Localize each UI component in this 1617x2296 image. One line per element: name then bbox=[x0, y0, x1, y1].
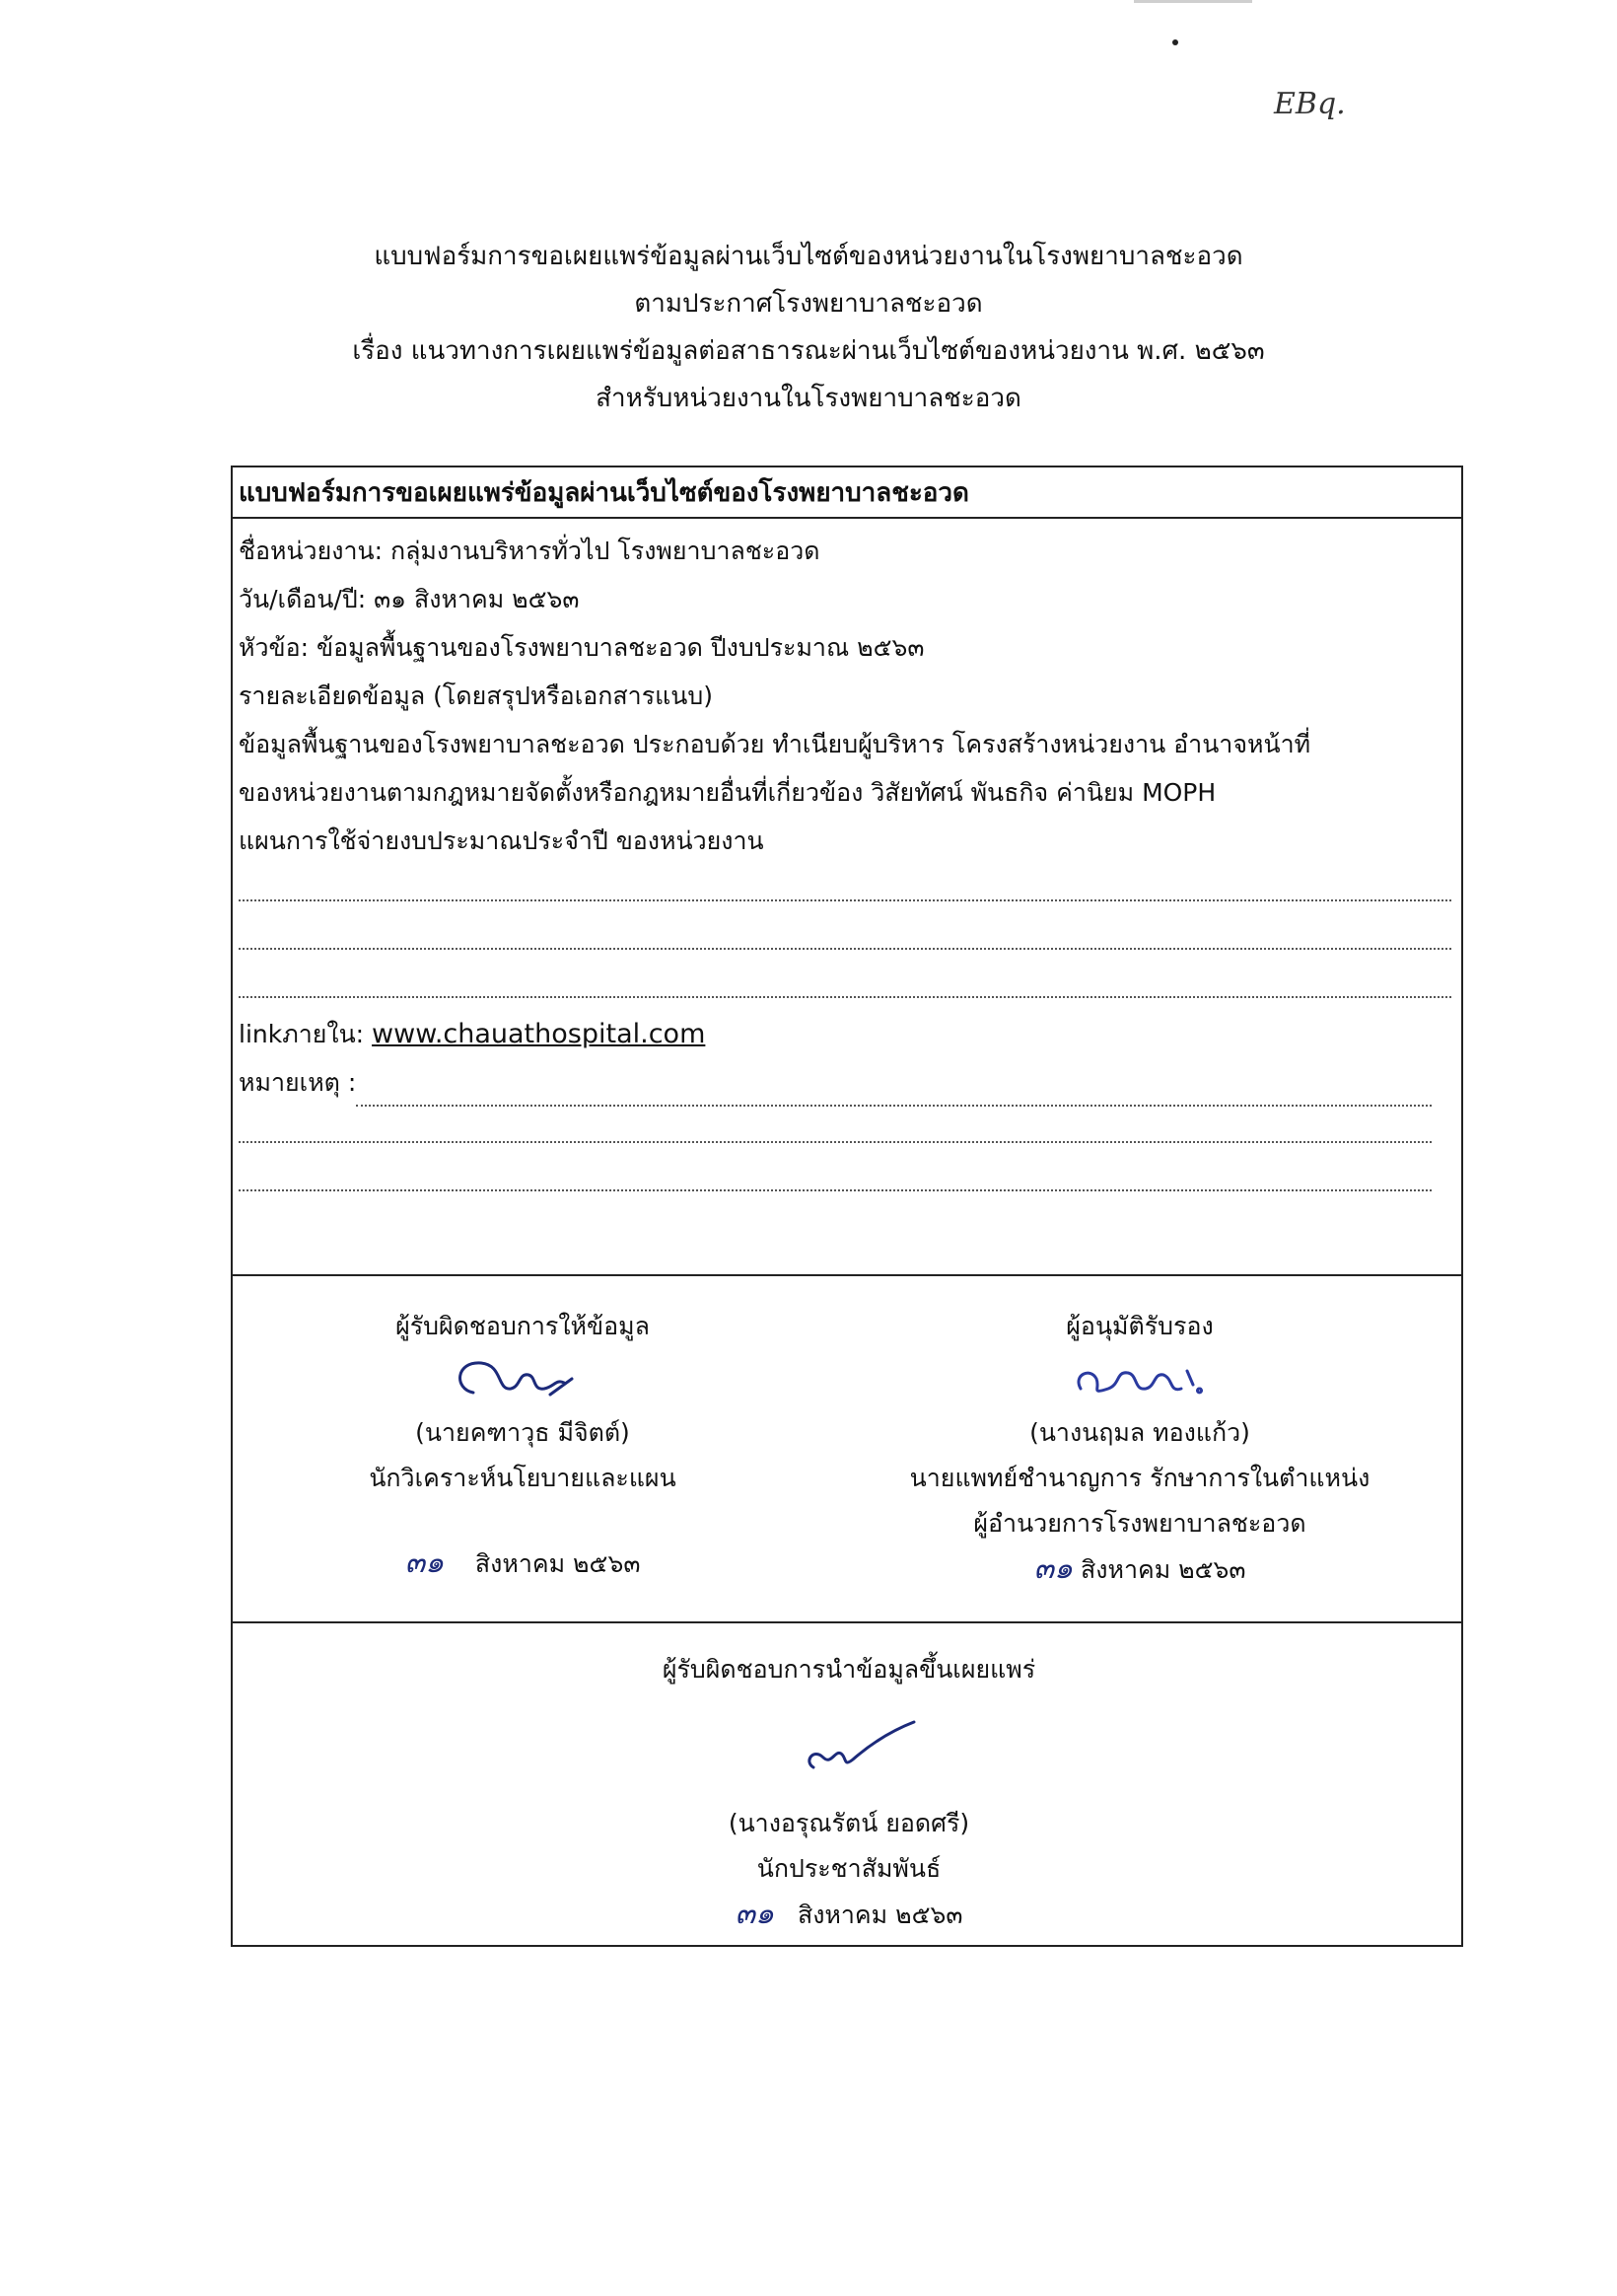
scan-artifact bbox=[1134, 0, 1252, 3]
remark-dotted-line bbox=[356, 1075, 1432, 1107]
request-form-table bbox=[231, 466, 1463, 1947]
blank-dotted-line bbox=[239, 865, 1451, 913]
form-title: แบบฟอร์มการขอเผยแพร่ข้อมูลผ่านเว็บไซต์ของโรงพยาบาลชะอวด bbox=[233, 467, 1461, 519]
hospital-website-link[interactable]: www.chauathospital.com bbox=[372, 1019, 706, 1049]
publisher-position: นักประชาสัมพันธ์ bbox=[756, 1854, 942, 1883]
date-field: วัน/เดือน/ปี: ๓๑ สิงหาคม ๒๕๖๓ bbox=[239, 585, 580, 613]
approver-role: ผู้อนุมัติรับรอง bbox=[1066, 1312, 1214, 1340]
unit-field: ชื่อหน่วยงาน: กลุ่มงานบริหารทั่วไป โรงพยาบาลชะอวด bbox=[239, 537, 820, 565]
provider-position: นักวิเคราะห์นโยบายและแผน bbox=[369, 1464, 676, 1492]
provider-date-month-year: สิงหาคม ๒๕๖๓ bbox=[474, 1549, 641, 1578]
approver-signature-block bbox=[864, 1304, 1416, 1592]
header-subject: เรื่อง แนวทางการเผยแพร่ข้อมูลต่อสาธารณะผ่านเว็บไซต์ของหน่วยงาน พ.ศ. ๒๕๖๓ bbox=[352, 336, 1265, 366]
publisher-date bbox=[528, 1892, 1169, 1937]
scan-artifact-dot bbox=[1172, 39, 1178, 45]
publisher-date-day: ๓๑ bbox=[735, 1897, 775, 1931]
provider-role: ผู้รับผิดชอบการให้ข้อมูล bbox=[395, 1312, 650, 1340]
provider-date bbox=[256, 1541, 789, 1586]
approver-date-month-year: สิงหาคม ๒๕๖๓ bbox=[1081, 1555, 1246, 1584]
approver-date bbox=[864, 1546, 1416, 1592]
publisher-signature-block bbox=[528, 1647, 1169, 1937]
publisher-signature bbox=[528, 1702, 1169, 1801]
blank-dotted-line bbox=[239, 913, 1451, 962]
detail-line-2: ของหน่วยงานตามกฎหมายจัดตั้งหรือกฎหมายอื่นที่เกี่ยวข้อง วิสัยทัศน์ พันธกิจ ค่านิยม MOPH bbox=[239, 778, 1217, 807]
publisher-role: ผู้รับผิดชอบการนำข้อมูลขึ้นเผยแพร่ bbox=[662, 1655, 1036, 1684]
detail-line-3: แผนการใช้จ่ายงบประมาณประจำปี ของหน่วยงาน bbox=[239, 826, 764, 855]
handwritten-corner-note: EBq. bbox=[1274, 87, 1346, 121]
blank-dotted-line bbox=[239, 962, 1451, 1010]
blank-dotted-line bbox=[239, 1107, 1432, 1155]
approver-name: (นางนฤมล ทองแก้ว) bbox=[1029, 1418, 1250, 1447]
provider-signature bbox=[256, 1349, 789, 1410]
form-details bbox=[239, 527, 1451, 1203]
header-scope: สำหรับหน่วยงานในโรงพยาบาลชะอวด bbox=[596, 384, 1021, 413]
approver-position-2: ผู้อำนวยการโรงพยาบาลชะอวด bbox=[973, 1509, 1306, 1538]
provider-date-day: ๓๑ bbox=[404, 1545, 445, 1580]
approver-signature bbox=[864, 1349, 1416, 1410]
provider-signature-block bbox=[256, 1304, 789, 1586]
handwritten-signature-icon bbox=[1051, 1349, 1229, 1410]
approver-date-day: ๓๑ bbox=[1033, 1551, 1074, 1586]
publisher-date-month-year: สิงหาคม ๒๕๖๓ bbox=[797, 1901, 963, 1929]
header-announcement: ตามประกาศโรงพยาบาลชะอวด bbox=[634, 289, 983, 319]
approver-position-1: นายแพทย์ชำนาญการ รักษาการในตำแหน่ง bbox=[909, 1464, 1371, 1492]
publisher-name: (นางอรุณรัตน์ ยอดศรี) bbox=[728, 1809, 970, 1837]
section-divider bbox=[233, 1621, 1461, 1623]
link-field bbox=[239, 1010, 1451, 1058]
link-label: linkภายใน: bbox=[239, 1020, 373, 1048]
document-header bbox=[0, 233, 1617, 422]
handwritten-signature-icon bbox=[434, 1349, 611, 1410]
topic-field: หัวข้อ: ข้อมูลพื้นฐานของโรงพยาบาลชะอวด ปีงบประมาณ ๒๕๖๓ bbox=[239, 633, 925, 662]
provider-name: (นายคฑาวุธ มีจิตต์) bbox=[415, 1418, 630, 1447]
blank-dotted-line bbox=[239, 1155, 1432, 1203]
handwritten-signature-icon bbox=[770, 1702, 928, 1791]
header-title: แบบฟอร์มการขอเผยแพร่ข้อมูลผ่านเว็บไซต์ของหน่วยงานในโรงพยาบาลชะอวด bbox=[374, 242, 1243, 271]
section-divider bbox=[233, 1274, 1461, 1276]
detail-label: รายละเอียดข้อมูล (โดยสรุปหรือเอกสารแนบ) bbox=[239, 682, 713, 710]
detail-line-1: ข้อมูลพื้นฐานของโรงพยาบาลชะอวด ประกอบด้วย ทำเนียบผู้บริหาร โครงสร้างหน่วยงาน อำนาจหน้าที่ bbox=[239, 730, 1311, 758]
remark-field bbox=[239, 1058, 1451, 1107]
remark-label: หมายเหตุ : bbox=[239, 1068, 357, 1097]
